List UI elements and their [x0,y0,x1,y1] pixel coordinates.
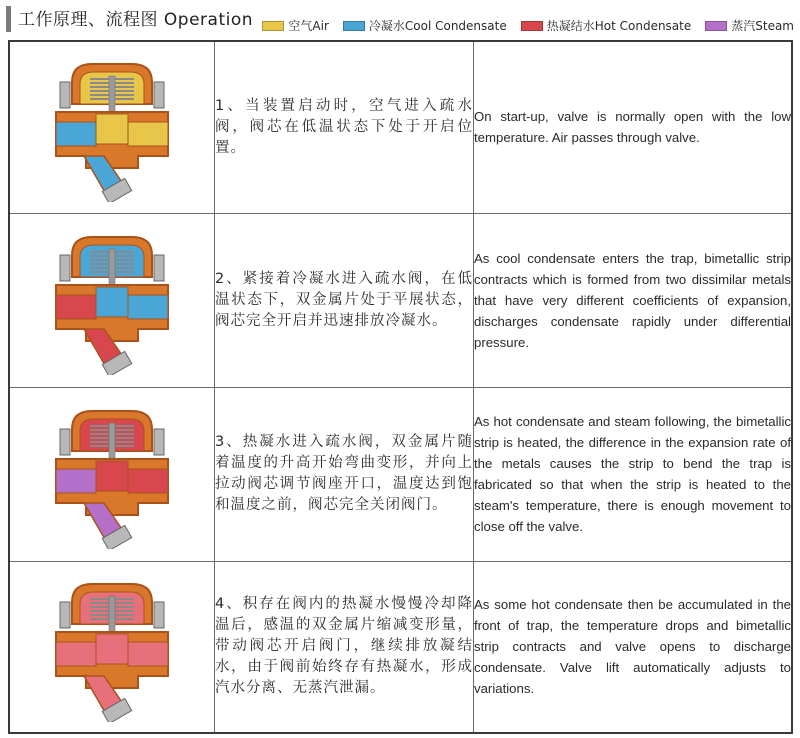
hot-condensate-swatch-icon [521,21,543,31]
bolt-right [154,82,164,108]
chinese-description-cell [215,387,474,561]
english-description: As some hot condensate then be accumulated in the front of trap, the temperature drops and bimetallic strip contracts and valve opens to discharge condensate. Valve lift automatically adjusts to variations. [474,597,791,697]
bolt-right [154,602,164,628]
inlet-passage [56,122,96,146]
legend-label: 热凝结水Hot Condensate [546,19,692,33]
air-swatch-icon [262,21,284,31]
center-passage [96,287,128,317]
chinese-description: 1、当装置启动时，空气进入疏水阀，阀芯在低温状态下处于开启位置。 [215,97,473,156]
cool-condensate-swatch-icon [343,21,365,31]
english-description-cell [474,561,793,733]
center-passage [96,461,128,491]
legend-item-hot-condensate [521,17,692,34]
table-row [9,561,792,733]
legend-label: 蒸汽Steam [731,19,794,33]
center-passage [96,634,128,664]
inlet-passage [56,295,96,319]
legend-item-steam [705,17,794,34]
legend [248,17,794,34]
legend-label: 空气Air [288,19,329,33]
steam-swatch-icon [705,21,727,31]
page-title: 工作原理、流程图 Operation [18,10,254,30]
steam-trap-valve-diagram [42,399,182,549]
english-description-cell [474,213,793,387]
table-row [9,41,792,213]
inlet-passage [56,642,96,666]
table-row [9,213,792,387]
legend-label: 冷凝水Cool Condensate [368,19,507,33]
chinese-description-cell [215,213,474,387]
valve-diagram-cell [9,387,215,561]
valve-diagram-cell [9,561,215,733]
bolt-left [60,82,70,108]
steam-trap-valve-diagram [42,225,182,375]
english-description: On start-up, valve is normally open with the low temperature. Air passes through valve. [474,109,791,146]
outlet-passage [128,295,168,319]
chinese-description: 4、积存在阀内的热凝水慢慢冷却降温后，感温的双金属片缩减变形量，带动阀芯开启阀门，继续排放凝结水，由于阀前始终存有热凝水，形成汽水分离、无蒸汽泄漏。 [215,596,473,697]
english-description: As hot condensate and steam following, the bimetallic strip is heated, the difference in the expansion rate of the metals causes the strip to bend the trap is fabricated so that when the strip is heated to the steam's temperature, there is enough movement to close off the valve. [474,414,791,534]
outlet-passage [128,469,168,493]
bolt-left [60,602,70,628]
steam-trap-valve-diagram [42,52,182,202]
steam-trap-valve-diagram [42,572,182,722]
legend-item-air [262,17,328,34]
table-row [9,387,792,561]
outlet-passage [128,122,168,146]
english-description: As cool condensate enters the trap, bimetallic strip contracts which is formed from two dissimilar metals that have very different coefficients of expansion, discharges condensate rapidly under differential pressure. [474,250,791,350]
bolt-left [60,255,70,281]
chinese-description-cell [215,561,474,733]
english-description-cell [474,387,793,561]
inlet-passage [56,469,96,493]
center-passage [96,114,128,144]
bolt-right [154,255,164,281]
chinese-description-cell [215,41,474,213]
operation-table [8,40,793,734]
chinese-description: 2、紧接着冷凝水进入疏水阀，在低温状态下，双金属片处于平展状态，阀芯完全开启并迅速排放冷凝水。 [215,270,473,329]
bolt-left [60,429,70,455]
bolt-right [154,429,164,455]
chinese-description: 3、热凝水进入疏水阀，双金属片随着温度的升高开始弯曲变形，并向上拉动阀芯调节阀座开口，温度达到饱和温度之前，阀芯完全关闭阀门。 [215,434,473,513]
valve-diagram-cell [9,213,215,387]
outlet-passage [128,642,168,666]
legend-item-cool-condensate [343,17,507,34]
header [0,0,800,40]
title-accent-bar [6,6,11,32]
english-description-cell [474,41,793,213]
valve-diagram-cell [9,41,215,213]
